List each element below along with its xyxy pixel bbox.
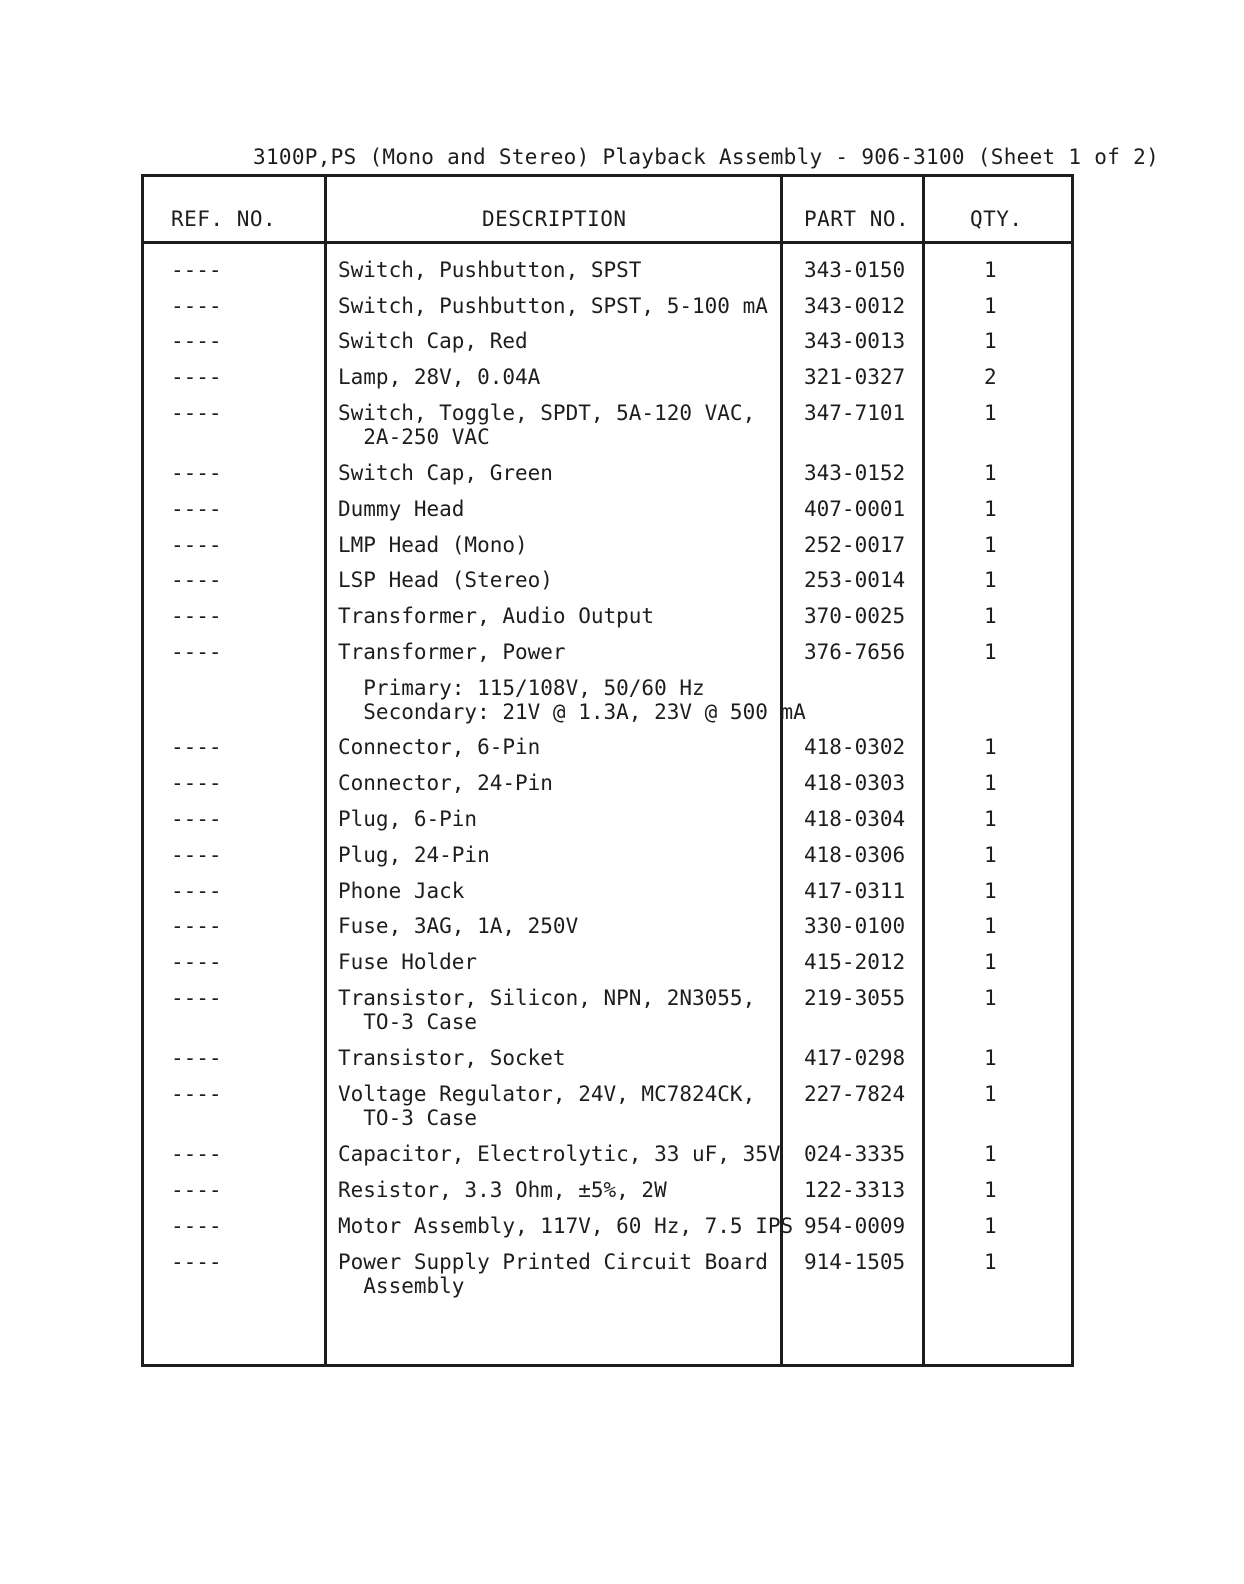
part-no-cell: 415-2012: [804, 950, 906, 974]
parts-list-table: [141, 174, 1074, 1367]
qty-cell: 1: [984, 640, 997, 664]
part-no-cell: 219-3055: [804, 986, 906, 1010]
header-divider: [144, 241, 1071, 244]
table-row: [144, 568, 1071, 604]
ref-no-cell: ----: [171, 1082, 222, 1106]
qty-cell: 1: [984, 294, 997, 318]
table-body: [144, 258, 1071, 1310]
table-row: [144, 533, 1071, 568]
description-cell: Voltage Regulator, 24V, MC7824CK, TO-3 Case: [338, 1082, 756, 1130]
qty-cell: 1: [984, 497, 997, 521]
description-cell: Power Supply Printed Circuit Board Assembly: [338, 1250, 768, 1298]
table-row: [144, 676, 1071, 735]
table-row: [144, 329, 1071, 365]
qty-cell: 2: [984, 365, 997, 389]
qty-cell: 1: [984, 843, 997, 867]
table-row: [144, 365, 1071, 401]
qty-cell: 1: [984, 1046, 997, 1070]
description-cell: Plug, 24-Pin: [338, 843, 490, 867]
description-cell: Transistor, Socket: [338, 1046, 566, 1070]
qty-cell: 1: [984, 1178, 997, 1202]
part-no-cell: 253-0014: [804, 568, 906, 592]
description-cell: Switch Cap, Green: [338, 461, 553, 485]
ref-no-cell: ----: [171, 568, 222, 592]
part-no-cell: 370-0025: [804, 604, 906, 628]
ref-no-cell: ----: [171, 329, 222, 353]
table-row: [144, 258, 1071, 294]
description-cell: Lamp, 28V, 0.04A: [338, 365, 541, 389]
qty-cell: 1: [984, 461, 997, 485]
ref-no-cell: ----: [171, 735, 222, 759]
description-cell: LSP Head (Stereo): [338, 568, 553, 592]
description-cell: Plug, 6-Pin: [338, 807, 478, 831]
ref-no-cell: ----: [171, 365, 222, 389]
description-cell: Phone Jack: [338, 879, 465, 903]
description-cell: Switch, Toggle, SPDT, 5A-120 VAC, 2A-250 VAC: [338, 401, 756, 449]
header-ref-no: REF. NO.: [171, 207, 277, 231]
qty-cell: 1: [984, 1142, 997, 1166]
description-cell: Transistor, Silicon, NPN, 2N3055, TO-3 Case: [338, 986, 756, 1034]
qty-cell: 1: [984, 1214, 997, 1238]
table-row: [144, 914, 1071, 950]
ref-no-cell: ----: [171, 461, 222, 485]
description-cell: Switch Cap, Red: [338, 329, 528, 353]
qty-cell: 1: [984, 986, 997, 1010]
description-cell: Connector, 24-Pin: [338, 771, 553, 795]
qty-cell: 1: [984, 771, 997, 795]
qty-cell: 1: [984, 401, 997, 425]
ref-no-cell: ----: [171, 843, 222, 867]
description-cell: Transformer, Power: [338, 640, 566, 664]
ref-no-cell: ----: [171, 1178, 222, 1202]
table-row: [144, 771, 1071, 807]
description-cell: Capacitor, Electrolytic, 33 uF, 35V: [338, 1142, 781, 1166]
qty-cell: 1: [984, 604, 997, 628]
part-no-cell: 954-0009: [804, 1214, 906, 1238]
part-no-cell: 418-0306: [804, 843, 906, 867]
part-no-cell: 343-0012: [804, 294, 906, 318]
part-no-cell: 343-0013: [804, 329, 906, 353]
part-no-cell: 330-0100: [804, 914, 906, 938]
table-row: [144, 294, 1071, 329]
table-row: [144, 497, 1071, 533]
qty-cell: 1: [984, 914, 997, 938]
ref-no-cell: ----: [171, 1142, 222, 1166]
ref-no-cell: ----: [171, 604, 222, 628]
table-row: [144, 1142, 1071, 1178]
ref-no-cell: ----: [171, 950, 222, 974]
ref-no-cell: ----: [171, 914, 222, 938]
table-row: [144, 461, 1071, 497]
part-no-cell: 343-0150: [804, 258, 906, 282]
qty-cell: 1: [984, 735, 997, 759]
page-title: 3100P,PS (Mono and Stereo) Playback Assembly - 906-3100 (Sheet 1 of 2): [253, 145, 1160, 169]
table-row: [144, 879, 1071, 914]
description-cell: Fuse Holder: [338, 950, 478, 974]
part-no-cell: 418-0304: [804, 807, 906, 831]
qty-cell: 1: [984, 807, 997, 831]
part-no-cell: 122-3313: [804, 1178, 906, 1202]
part-no-cell: 321-0327: [804, 365, 906, 389]
ref-no-cell: ----: [171, 533, 222, 557]
part-no-cell: 376-7656: [804, 640, 906, 664]
description-cell: Fuse, 3AG, 1A, 250V: [338, 914, 579, 938]
table-row: [144, 604, 1071, 640]
ref-no-cell: ----: [171, 1250, 222, 1274]
qty-cell: 1: [984, 879, 997, 903]
qty-cell: 1: [984, 1082, 997, 1106]
table-row: [144, 401, 1071, 461]
ref-no-cell: ----: [171, 1214, 222, 1238]
part-no-cell: 343-0152: [804, 461, 906, 485]
ref-no-cell: ----: [171, 294, 222, 318]
ref-no-cell: ----: [171, 807, 222, 831]
header-qty: QTY.: [970, 207, 1023, 231]
ref-no-cell: ----: [171, 771, 222, 795]
table-row: [144, 950, 1071, 986]
description-cell: Switch, Pushbutton, SPST, 5-100 mA: [338, 294, 768, 318]
description-cell: Primary: 115/108V, 50/60 Hz Secondary: 21V @ 1.3A, 23V @ 500 mA: [363, 676, 806, 724]
header-description: DESCRIPTION: [482, 207, 627, 231]
part-no-cell: 024-3335: [804, 1142, 906, 1166]
part-no-cell: 252-0017: [804, 533, 906, 557]
part-no-cell: 418-0302: [804, 735, 906, 759]
ref-no-cell: ----: [171, 1046, 222, 1070]
header-part-no: PART NO.: [804, 207, 910, 231]
ref-no-cell: ----: [171, 258, 222, 282]
table-row: [144, 1250, 1071, 1310]
part-no-cell: 417-0311: [804, 879, 906, 903]
part-no-cell: 914-1505: [804, 1250, 906, 1274]
description-cell: Switch, Pushbutton, SPST: [338, 258, 642, 282]
description-cell: Connector, 6-Pin: [338, 735, 541, 759]
table-row: [144, 1214, 1071, 1250]
table-row: [144, 843, 1071, 879]
ref-no-cell: ----: [171, 879, 222, 903]
part-no-cell: 417-0298: [804, 1046, 906, 1070]
qty-cell: 1: [984, 533, 997, 557]
qty-cell: 1: [984, 329, 997, 353]
part-no-cell: 347-7101: [804, 401, 906, 425]
table-row: [144, 1082, 1071, 1142]
table-row: [144, 640, 1071, 676]
table-row: [144, 807, 1071, 843]
ref-no-cell: ----: [171, 401, 222, 425]
table-row: [144, 735, 1071, 771]
part-no-cell: 418-0303: [804, 771, 906, 795]
qty-cell: 1: [984, 258, 997, 282]
table-row: [144, 986, 1071, 1046]
qty-cell: 1: [984, 568, 997, 592]
table-row: [144, 1178, 1071, 1214]
table-row: [144, 1046, 1071, 1082]
description-cell: Motor Assembly, 117V, 60 Hz, 7.5 IPS: [338, 1214, 794, 1238]
ref-no-cell: ----: [171, 497, 222, 521]
qty-cell: 1: [984, 950, 997, 974]
description-cell: Dummy Head: [338, 497, 465, 521]
ref-no-cell: ----: [171, 986, 222, 1010]
description-cell: Transformer, Audio Output: [338, 604, 655, 628]
qty-cell: 1: [984, 1250, 997, 1274]
part-no-cell: 407-0001: [804, 497, 906, 521]
part-no-cell: 227-7824: [804, 1082, 906, 1106]
description-cell: LMP Head (Mono): [338, 533, 528, 557]
description-cell: Resistor, 3.3 Ohm, ±5%, 2W: [338, 1178, 667, 1202]
ref-no-cell: ----: [171, 640, 222, 664]
